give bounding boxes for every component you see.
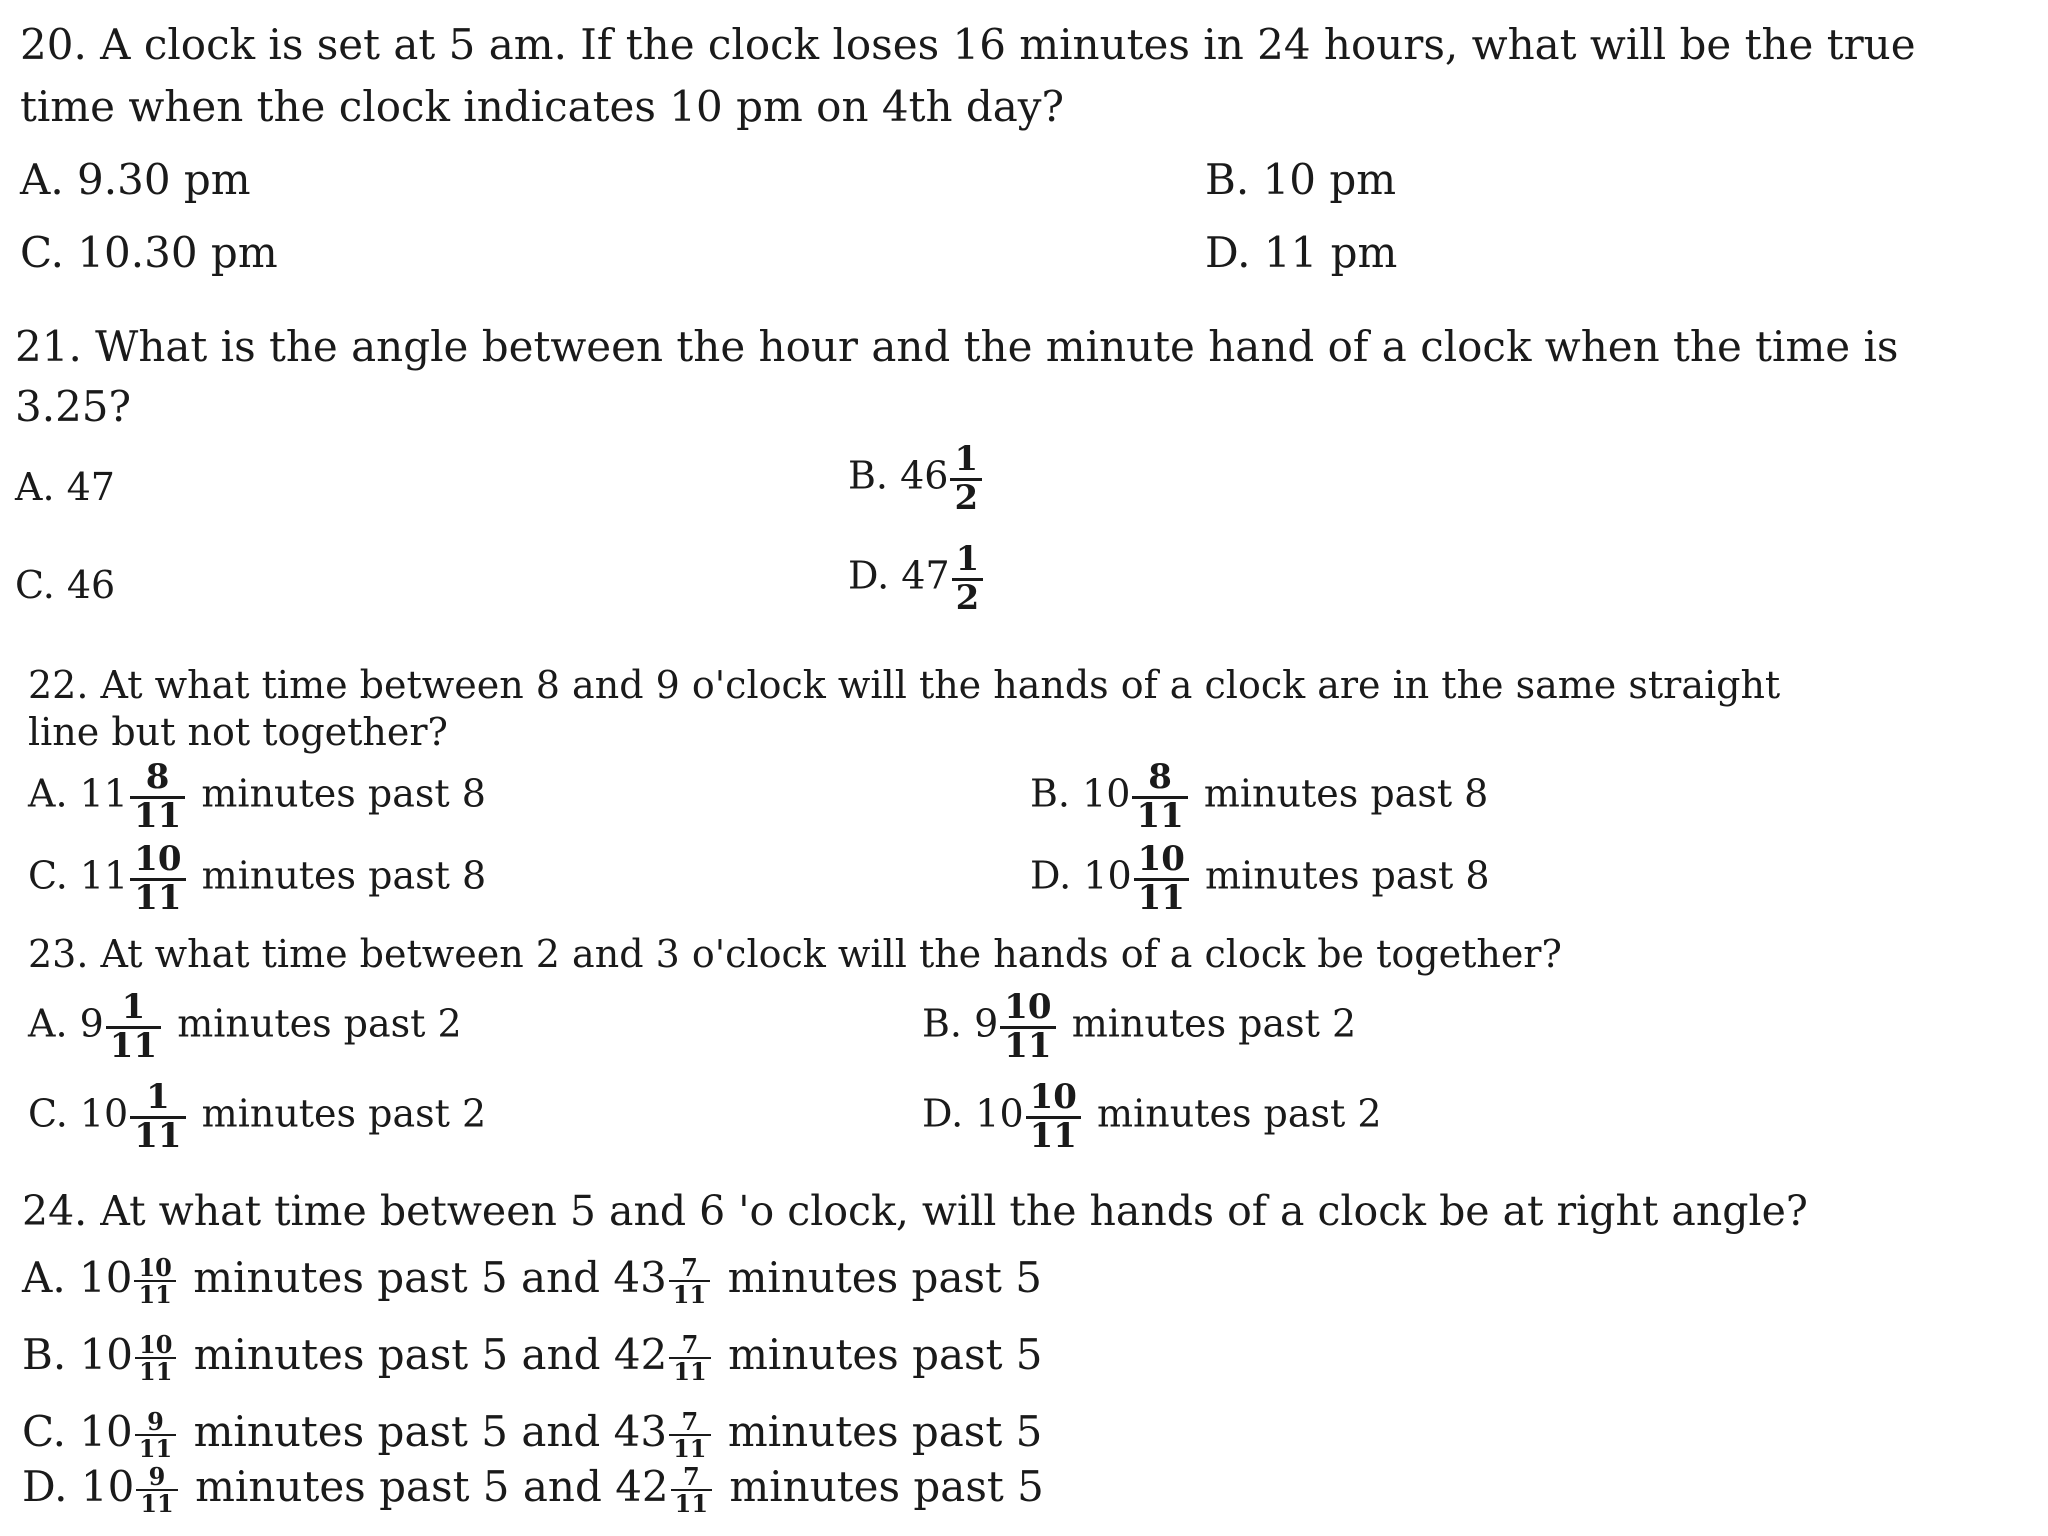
q23-option-b [922, 987, 1357, 1066]
fraction-denominator: 11 [138, 1280, 172, 1309]
fraction [950, 439, 982, 518]
q20-option-a: A. 9.30 pm [20, 155, 251, 204]
fraction-numerator: 10 [135, 1332, 176, 1359]
option-suffix: minutes past 2 [177, 1001, 462, 1046]
fraction-denominator: 11 [133, 795, 182, 836]
question-21-line-1: 21. What is the angle between the hour and the minute hand of a clock when the time is [15, 322, 1899, 371]
fraction-denominator: 11 [1004, 1025, 1052, 1066]
fraction [669, 1252, 710, 1309]
q22-option-b [1030, 757, 1489, 836]
fraction [130, 839, 185, 918]
fraction-numerator: 1 [950, 442, 982, 481]
fraction-numerator: 9 [135, 1409, 176, 1436]
option-label: C. 10 [28, 1091, 129, 1136]
fraction-numerator: 1 [130, 1080, 185, 1119]
option-label: A. 10 [22, 1253, 133, 1302]
fraction-denominator: 11 [1136, 795, 1184, 836]
question-23-line-1: 23. At what time between 2 and 3 o'clock will the hands of a clock be together? [28, 932, 1562, 976]
fraction-denominator: 11 [674, 1489, 709, 1518]
fraction-numerator: 7 [669, 1409, 710, 1436]
fraction-numerator: 8 [130, 760, 185, 799]
fraction [1134, 839, 1189, 918]
fraction [136, 1461, 177, 1518]
question-22-line-2: line but not together? [28, 710, 448, 754]
option-label: C. 11 [28, 853, 129, 898]
option-label: D. 47 [848, 553, 950, 598]
fraction [1132, 757, 1187, 836]
option-middle: minutes past 5 and 42 [195, 1462, 669, 1511]
q24-option-c [22, 1407, 1042, 1461]
fraction [134, 1252, 175, 1309]
fraction-numerator: 1 [106, 990, 161, 1029]
option-label: B. 46 [848, 453, 949, 498]
q21-option-d [848, 539, 987, 618]
fraction [135, 1329, 176, 1386]
option-label: A. 47 [15, 465, 115, 509]
question-22-line-1: 22. At what time between 8 and 9 o'clock will the hands of a clock are in the same straight [28, 663, 1781, 707]
fraction-numerator: 9 [136, 1464, 177, 1491]
q24-option-d [22, 1462, 1044, 1516]
q20-option-d: D. 11 pm [1205, 228, 1398, 277]
fraction [130, 1077, 185, 1156]
q23-option-d [922, 1077, 1382, 1156]
fraction-numerator: 7 [669, 1255, 710, 1282]
option-label: A. 11 [28, 771, 128, 816]
fraction [1026, 1077, 1081, 1156]
fraction-denominator: 11 [140, 1489, 174, 1518]
q22-option-d [1030, 839, 1490, 918]
fraction-denominator: 11 [109, 1025, 158, 1066]
q23-option-c [28, 1077, 487, 1156]
option-label: C. 46 [15, 563, 116, 607]
option-middle: minutes past 5 and 42 [193, 1330, 668, 1379]
option-suffix: minutes past 8 [1205, 853, 1490, 898]
fraction-denominator: 11 [673, 1434, 707, 1463]
fraction [669, 1406, 710, 1463]
fraction [106, 987, 161, 1066]
fraction-denominator: 11 [134, 1115, 182, 1156]
q21-option-c [15, 563, 115, 607]
fraction-denominator: 2 [954, 477, 979, 518]
fraction-denominator: 11 [138, 1434, 173, 1463]
option-suffix: minutes past 2 [1097, 1091, 1382, 1136]
option-suffix: minutes past 8 [201, 853, 487, 898]
fraction-numerator: 10 [1000, 990, 1055, 1029]
fraction [1000, 987, 1055, 1066]
fraction-numerator: 10 [134, 1255, 175, 1282]
q21-option-a [15, 465, 115, 509]
fraction [669, 1329, 710, 1386]
option-suffix: minutes past 8 [1203, 771, 1489, 816]
fraction-denominator: 11 [1029, 1115, 1077, 1156]
q20-option-c: C. 10.30 pm [20, 228, 278, 277]
fraction-denominator: 11 [134, 877, 182, 918]
option-suffix: minutes past 5 [727, 1407, 1043, 1456]
q22-option-c [28, 839, 487, 918]
fraction [952, 539, 984, 618]
q21-option-b [848, 439, 986, 518]
option-label: D. 10 [922, 1091, 1024, 1136]
fraction-numerator: 7 [671, 1464, 712, 1491]
fraction-numerator: 10 [1026, 1080, 1081, 1119]
option-suffix: minutes past 8 [201, 771, 486, 816]
fraction [130, 757, 185, 836]
q23-option-a [28, 987, 462, 1066]
fraction-denominator: 11 [673, 1357, 707, 1386]
option-label: B. 9 [922, 1001, 999, 1046]
option-label: B. 10 [22, 1330, 134, 1379]
option-label: C. 10 [22, 1407, 133, 1456]
option-label: D. 10 [22, 1462, 135, 1511]
q24-option-a [22, 1253, 1042, 1307]
fraction-denominator: 11 [672, 1280, 707, 1309]
fraction-numerator: 10 [130, 842, 185, 881]
q20-option-b: B. 10 pm [1205, 155, 1397, 204]
fraction-denominator: 2 [955, 577, 980, 618]
question-20-line-1: 20. A clock is set at 5 am. If the clock loses 16 minutes in 24 hours, what will be the true [20, 20, 1916, 69]
option-suffix: minutes past 5 [727, 1253, 1042, 1302]
option-label: A. 9 [28, 1001, 104, 1046]
fraction-numerator: 10 [1134, 842, 1189, 881]
option-middle: minutes past 5 and 43 [193, 1407, 668, 1456]
fraction-numerator: 1 [952, 542, 984, 581]
fraction-denominator: 11 [1137, 877, 1185, 918]
q22-option-a [28, 757, 486, 836]
q24-option-b [22, 1330, 1043, 1384]
option-label: B. 10 [1030, 771, 1131, 816]
option-suffix: minutes past 5 [728, 1330, 1043, 1379]
option-suffix: minutes past 2 [201, 1091, 487, 1136]
fraction-denominator: 11 [139, 1357, 173, 1386]
option-label: D. 10 [1030, 853, 1132, 898]
question-21-line-2: 3.25? [15, 382, 132, 431]
option-suffix: minutes past 2 [1071, 1001, 1357, 1046]
fraction [671, 1461, 712, 1518]
fraction-numerator: 7 [669, 1332, 710, 1359]
question-24-line-1: 24. At what time between 5 and 6 'o clock, will the hands of a clock be at right angle? [22, 1187, 1808, 1235]
fraction-numerator: 8 [1132, 760, 1187, 799]
option-suffix: minutes past 5 [729, 1462, 1044, 1511]
fraction [135, 1406, 176, 1463]
option-middle: minutes past 5 and 43 [193, 1253, 667, 1302]
question-20-line-2: time when the clock indicates 10 pm on 4th day? [20, 82, 1065, 131]
